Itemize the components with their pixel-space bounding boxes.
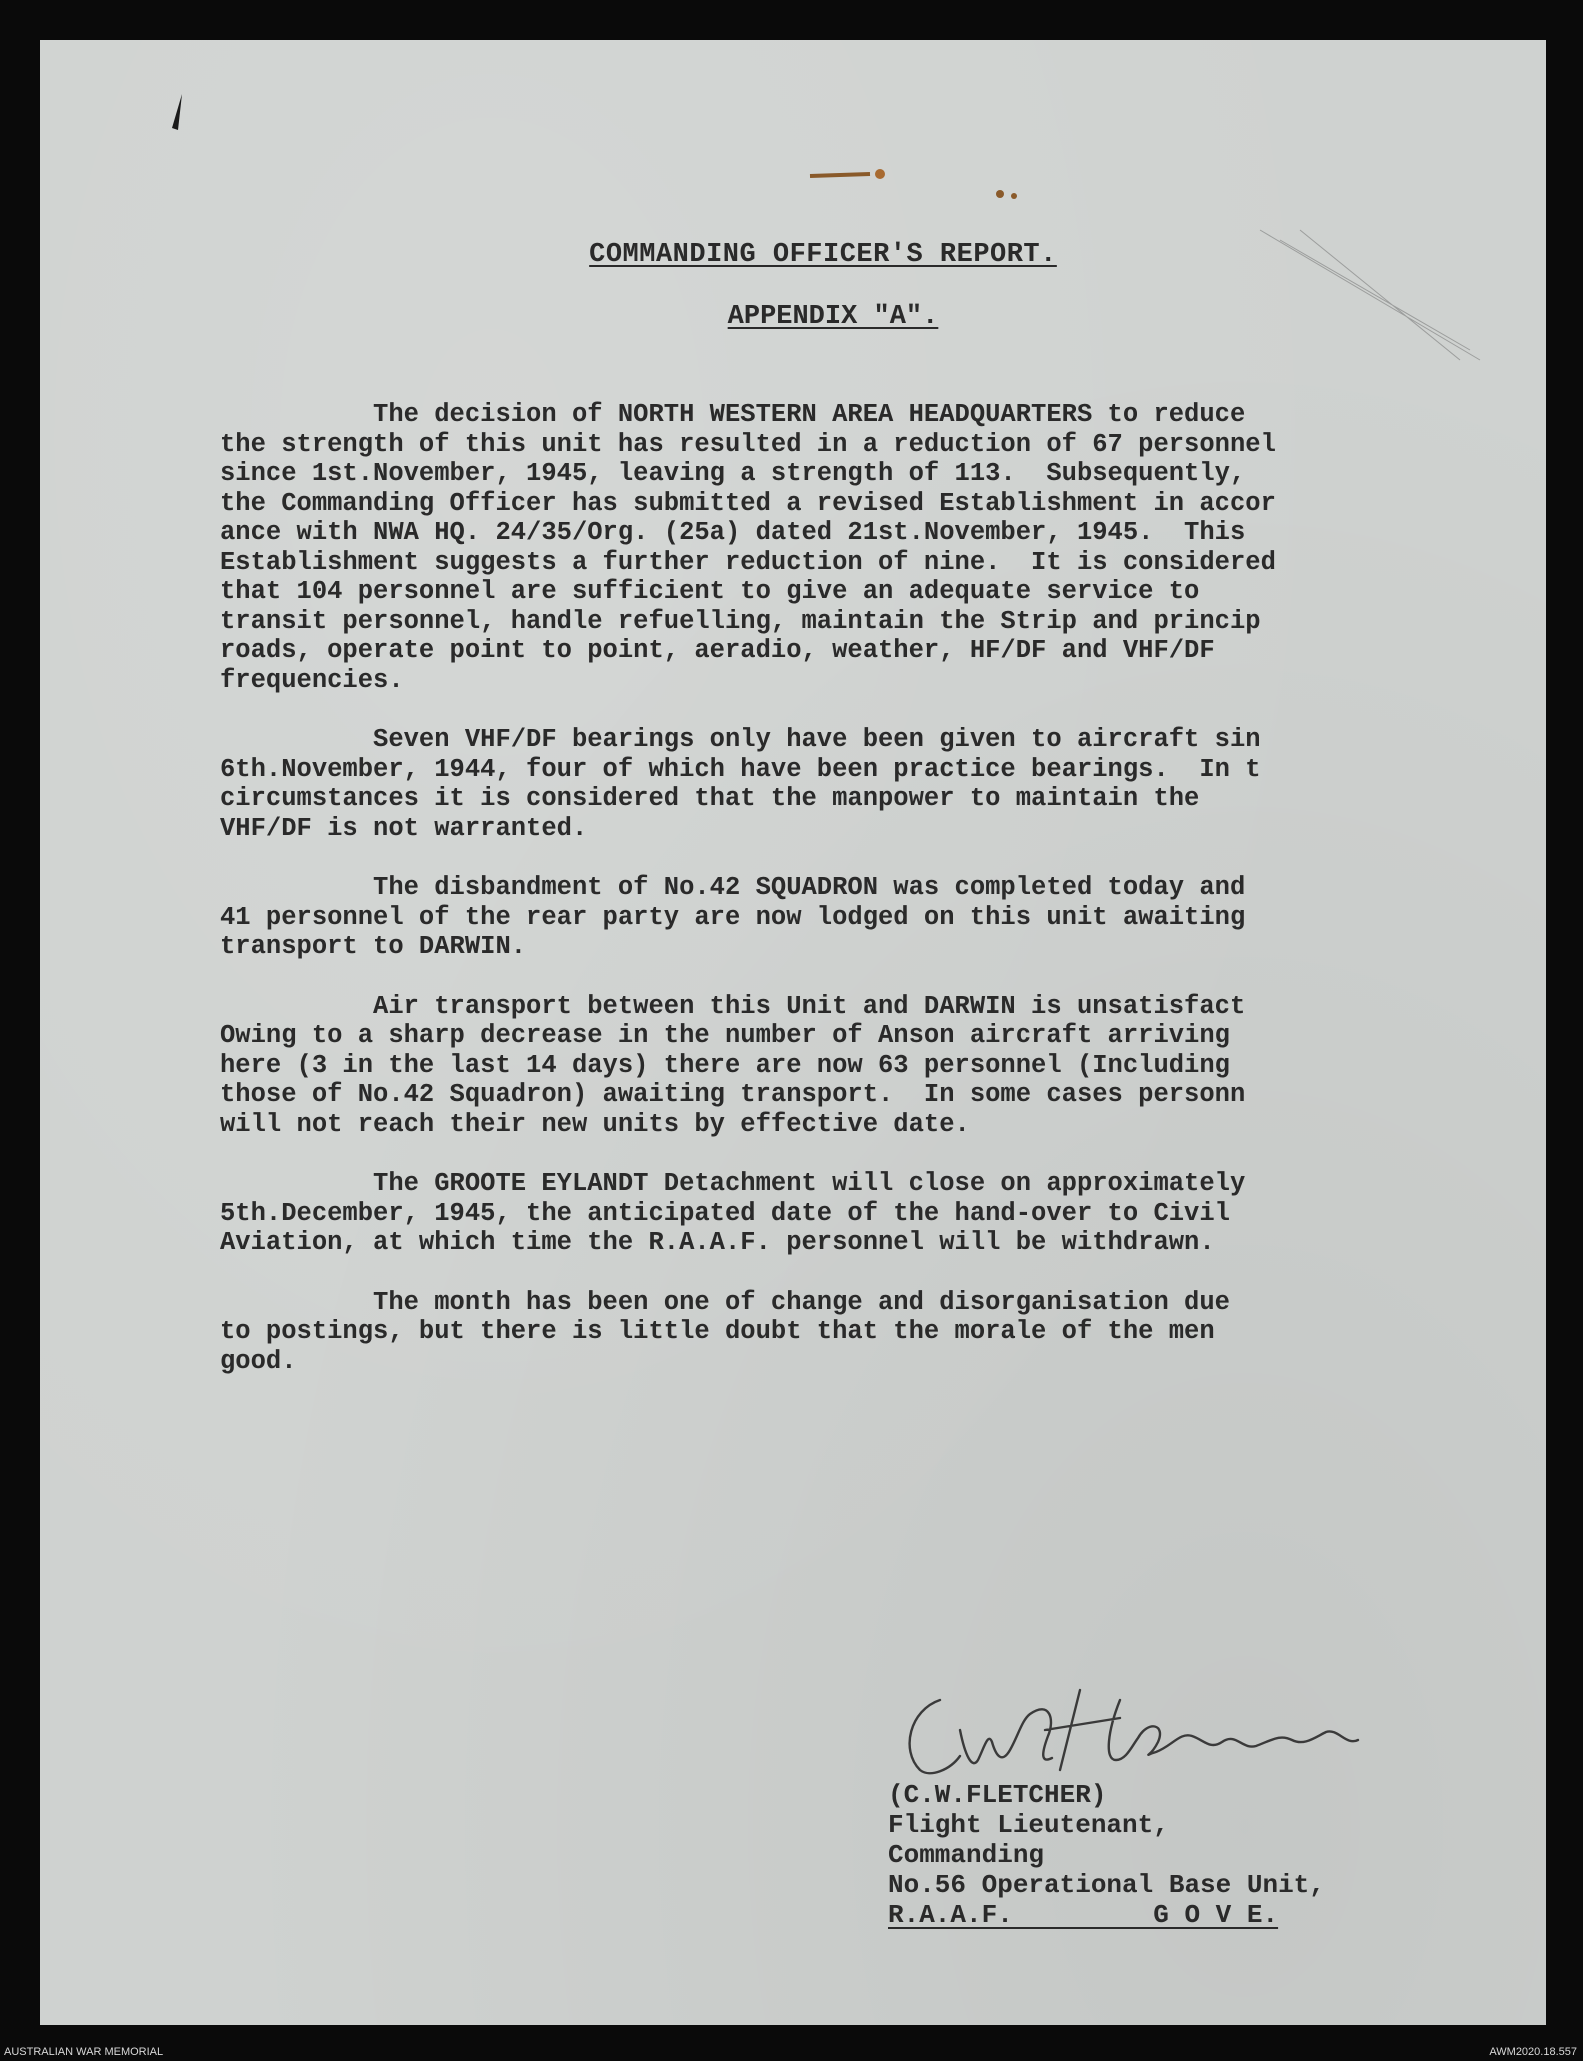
archive-reference: AWM2020.18.557 [1489, 2046, 1577, 2058]
paragraph: The GROOTE EYLANDT Detachment will close on approximately 5th.December, 1945, the anticipated date of the hand-over to Civil Aviation, at which time the R.A.A.F. personnel will be withdrawn. [220, 1169, 1246, 1257]
signatory-rank: Flight Lieutenant, [888, 1810, 1169, 1840]
handwritten-signature [880, 1660, 1440, 1790]
report-heading [40, 240, 1546, 270]
report-title: COMMANDING OFFICER'S REPORT. [589, 240, 1057, 270]
report-body [220, 400, 1546, 1406]
signatory-role: Commanding [888, 1840, 1045, 1870]
signatory-name: (C.W.FLETCHER) [888, 1780, 1107, 1810]
signature-block [888, 1780, 1448, 1930]
document-page [40, 40, 1546, 2025]
signatory-location: R.A.A.F. G O V E. [888, 1900, 1279, 1930]
paragraph: Air transport between this Unit and DARWIN is unsatisfact Owing to a sharp decrease in the number of Anson aircraft arriving here (3 in the last 14 days) there are now 63 personnel (Including those of No.42 Squadron) awaiting transport. In some cases personn will not reach their new units by effective date. [220, 991, 1246, 1139]
paragraph: The decision of NORTH WESTERN AREA HEADQUARTERS to reduce the strength of this unit has resulted in a reduction of 67 personnel since 1st.November, 1945, leaving a strength of 113. Subsequently, the Commanding Officer has submitted a revised Establishment in accor ance with NWA HQ. 24/35/Org. (25a) dated 21st.November, 1945. This Establishment suggests a further reduction of nine. It is considered that 104 personnel are sufficient to give an adequate service to transit personnel, handle refuelling, maintain the Strip and princip roads, operate point to point, aeradio, weather, HF/DF and VHF/DF frequencies. [220, 400, 1276, 695]
pen-mark [164, 90, 194, 140]
paragraph: The month has been one of change and disorganisation due to postings, but there is little doubt that the morale of the men good. [220, 1287, 1230, 1376]
paragraph: Seven VHF/DF bearings only have been given to aircraft sin 6th.November, 1944, four of which have been practice bearings. In t circumstances it is considered that the manpower to maintain the VHF/DF is not warranted. [220, 725, 1261, 843]
rust-stain [800, 130, 1050, 210]
appendix-heading [40, 302, 1546, 332]
archive-credit: AUSTRALIAN WAR MEMORIAL [4, 2046, 164, 2058]
paragraph: The disbandment of No.42 SQUADRON was completed today and 41 personnel of the rear party are now lodged on this unit awaiting transport to DARWIN. [220, 873, 1246, 961]
pencil-scribble [1240, 210, 1500, 380]
signatory-unit: No.56 Operational Base Unit, [888, 1870, 1325, 1900]
appendix-title: APPENDIX "A". [727, 302, 939, 332]
